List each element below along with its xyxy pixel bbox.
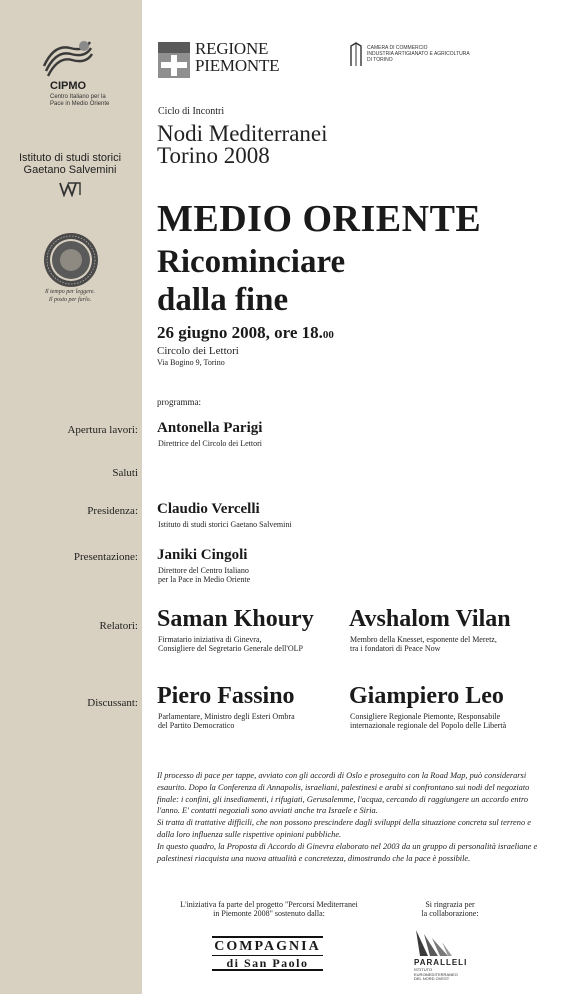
speaker-name-presidenza: Claudio Vercelli <box>157 501 260 517</box>
subtitle-line-2: dalla fine <box>157 282 289 318</box>
compagnia-line-1: COMPAGNIA <box>214 939 321 954</box>
paralleli-sub-line-2: EUROMEDITERRANEO <box>414 971 458 977</box>
paralleli-sub-line-3: DEL NORD OVEST <box>414 976 450 981</box>
series-title-line-2: Torino 2008 <box>157 143 270 168</box>
role-label-presidenza: Presidenza: <box>87 505 138 517</box>
compagnia-line-2: di San Paolo <box>226 956 309 970</box>
speaker-desc-presentazione <box>158 566 358 584</box>
speaker-desc-relatore-1 <box>158 635 348 653</box>
role-label-presentazione: Presentazione: <box>73 551 138 563</box>
event-venue-address: Via Bogino 9, Torino <box>157 358 225 367</box>
speaker-desc-presidenza: Istituto di studi storici Gaetano Salvemini <box>158 520 292 529</box>
role-label-saluti: Saluti <box>112 467 138 479</box>
camera-line-3: DI TORINO <box>367 57 393 63</box>
footer-left-line-1: L'iniziativa fa parte del progetto "Percorsi Mediterranei <box>180 900 358 909</box>
role-label-apertura: Apertura lavori: <box>67 424 138 436</box>
paralleli-logo-icon <box>414 928 452 958</box>
speaker-desc-relatore-2 <box>350 635 550 653</box>
sidebar-band <box>0 0 142 994</box>
istituto-line-1: Istituto di studi storici <box>18 152 122 164</box>
paralleli-subtitle <box>414 968 474 982</box>
footer-thanks-note <box>410 900 490 918</box>
speaker-desc-discussant-1 <box>158 712 348 730</box>
camera-commercio-logo-icon <box>349 42 363 68</box>
speaker-desc-relatore-2-line-2: tra i fondatori di Peace Now <box>350 644 441 653</box>
regione-piemonte-name <box>195 40 279 74</box>
speaker-desc-relatore-2-line-1: Membro della Knesset, esponente del Meretz, <box>350 635 497 644</box>
event-date-main: 26 giugno 2008, ore 18. <box>157 323 323 342</box>
circolo-motto <box>30 288 110 304</box>
event-date <box>157 323 334 343</box>
series-label: Ciclo di Incontri <box>158 106 225 117</box>
event-date-minutes: 00 <box>322 329 334 341</box>
statement-paragraph-3: In questo quadro, la Proposta di Accordo di Ginevra elaborato nel 2003 da un gruppo di personalità israeliane e palestinesi riacquista una nuova attualità e concretezza, dimostrando che la pace è possibile. <box>157 841 538 863</box>
regione-line-1: REGIONE <box>195 39 269 58</box>
footer-right-line-2: la collaborazione: <box>421 909 479 918</box>
role-label-discussant: Discussant: <box>87 697 138 709</box>
event-venue: Circolo dei Lettori <box>157 345 239 357</box>
cipmo-logo-icon <box>40 38 94 78</box>
speaker-name-discussant-1: Piero Fassino <box>157 683 295 709</box>
regione-line-2: PIEMONTE <box>195 56 280 75</box>
page-title: MEDIO ORIENTE <box>157 198 482 240</box>
circolo-lettori-seal-icon <box>43 232 99 288</box>
compagnia-san-paolo-logo <box>212 936 323 971</box>
speaker-desc-presentazione-line-2: per la Pace in Medio Oriente <box>158 575 251 584</box>
circolo-motto-line-2: Il posto per farlo. <box>48 297 92 303</box>
camera-commercio-text <box>367 45 477 63</box>
speaker-desc-discussant-1-line-2: del Partito Democratico <box>158 721 235 730</box>
speaker-desc-discussant-1-line-1: Parlamentare, Ministro degli Esteri Ombra <box>158 712 295 721</box>
istituto-salvemini <box>10 152 130 176</box>
speaker-desc-discussant-2-line-2: internazionale regionale del Popolo delle Libertà <box>350 721 507 730</box>
camera-line-2: INDUSTRIA ARTIGIANATO E AGRICOLTURA <box>367 51 470 57</box>
speaker-name-presentazione: Janiki Cingoli <box>157 547 248 563</box>
event-statement <box>157 770 547 864</box>
paralleli-sub-line-1: ISTITUTO <box>414 967 433 972</box>
speaker-name-apertura: Antonella Parigi <box>157 420 263 436</box>
salvemini-monogram-icon <box>59 181 81 197</box>
series-title-line-1: Nodi Mediterranei <box>157 121 328 146</box>
statement-paragraph-2: Si tratta di trattative difficili, che non possono prescindere dagli sviluppi della situazione concreta sul terreno e dalla loro influenza sulle rispettive opinioni pubbliche. <box>157 818 531 839</box>
speaker-desc-presentazione-line-1: Direttore del Centro Italiano <box>158 566 249 575</box>
cipmo-subtitle: Centro Italiano per la Pace in Medio Oriente <box>50 94 110 107</box>
istituto-line-2: Gaetano Salvemini <box>23 164 117 176</box>
role-label-relatori: Relatori: <box>99 620 138 632</box>
speaker-name-discussant-2: Giampiero Leo <box>349 683 504 709</box>
regione-piemonte-flag-icon <box>158 42 190 78</box>
speaker-name-relatore-1: Saman Khoury <box>157 606 314 632</box>
footer-left-line-2: in Piemonte 2008" sostenuto dalla: <box>213 909 325 918</box>
subtitle-line-1: Ricominciare <box>157 244 346 280</box>
series-title <box>157 123 328 167</box>
camera-line-1: CAMERA DI COMMERCIO <box>367 45 428 51</box>
speaker-desc-relatore-1-line-2: Consigliere del Segretario Generale dell'OLP <box>158 644 303 653</box>
statement-paragraph-1: Il processo di pace per tappe, avviato con gli accordi di Oslo e proseguito con la Road Map, può considerarsi esaurito. Dopo la Conferenza di Annapolis, israeliani, palestinesi e arabi si confrontano sui nodi del negoziato finale: i confini, gli insediamenti, i rifugiati, Gerusalemme, l'acqua, cercando di raggiungere un accordo entro l'anno. E' contatti negoziali sono avviati anche tra Israele e Siria. <box>157 771 530 816</box>
footer-sponsor-note <box>176 900 362 918</box>
speaker-desc-apertura: Direttrice del Circolo dei Lettori <box>158 439 262 448</box>
cipmo-name: CIPMO <box>50 80 87 92</box>
speaker-desc-relatore-1-line-1: Firmatario iniziativa di Ginevra, <box>158 635 262 644</box>
footer-right-line-1: Si ringrazia per <box>425 900 475 909</box>
speaker-name-relatore-2: Avshalom Vilan <box>349 606 511 632</box>
paralleli-name: PARALLELI <box>414 958 468 967</box>
speaker-desc-discussant-2-line-1: Consigliere Regionale Piemonte, Responsabile <box>350 712 501 721</box>
programma-label: programma: <box>157 397 201 407</box>
page-subtitle <box>157 243 345 319</box>
speaker-desc-discussant-2 <box>350 712 555 730</box>
circolo-motto-line-1: Il tempo per leggere. <box>44 289 96 295</box>
